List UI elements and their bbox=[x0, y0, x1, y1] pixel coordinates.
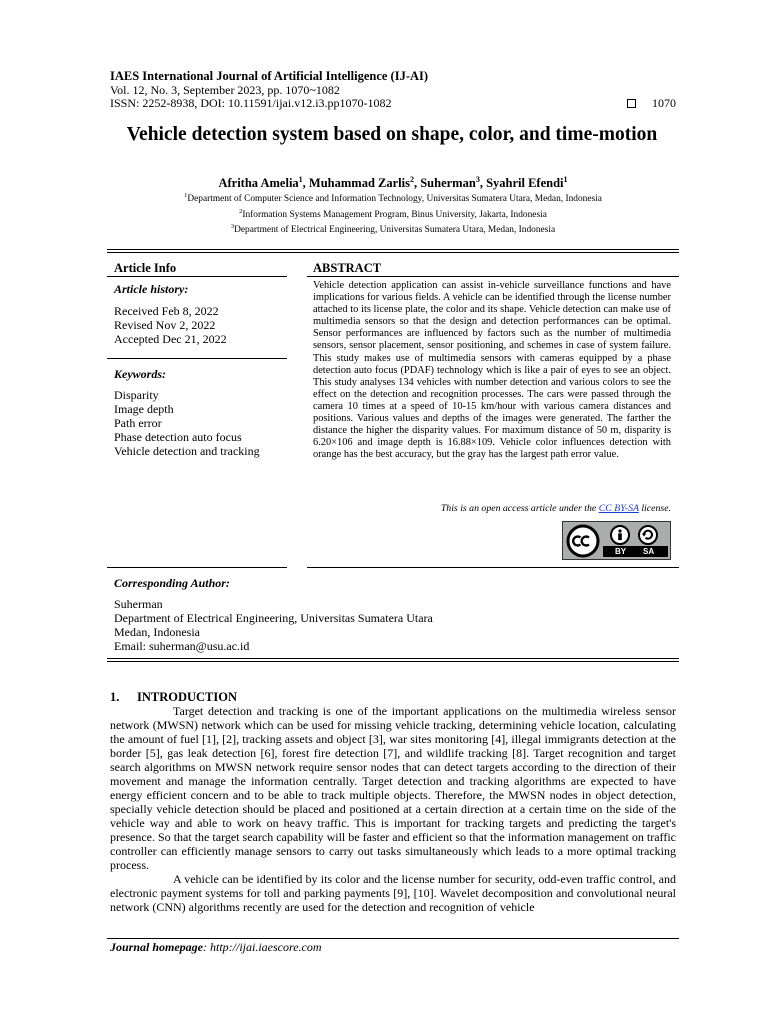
author-name: Syahril Efendi bbox=[486, 176, 564, 191]
journal-name: IAES International Journal of Artificial Intelligence (IJ-AI) bbox=[110, 69, 429, 83]
square-bullet-icon bbox=[627, 99, 636, 108]
keyword-item: Phase detection auto focus bbox=[114, 430, 242, 444]
keyword-item: Disparity bbox=[114, 388, 159, 402]
abstract-heading: ABSTRACT bbox=[313, 261, 382, 275]
divider-corresponding-left bbox=[107, 567, 287, 568]
history-revised: Revised Nov 2, 2022 bbox=[114, 318, 216, 332]
history-accepted: Accepted Dec 21, 2022 bbox=[114, 332, 227, 346]
paragraph: A vehicle can be identified by its color and the license number for security, odd-even traffic control, and electronic payment systems for toll and parking payments [9], [10]. Wavelet decomposition and convolutional neural network (CNN) algorithms recently are used for the detection and recognition of vehicle bbox=[110, 872, 676, 914]
corresponding-author-label: Corresponding Author: bbox=[114, 576, 230, 590]
page-number: 1070 bbox=[652, 96, 676, 110]
corresponding-email: Email: suherman@usu.ac.id bbox=[114, 639, 250, 653]
divider-keywords bbox=[107, 358, 287, 359]
section-title: INTRODUCTION bbox=[137, 690, 238, 704]
article-history-label: Article history: bbox=[114, 282, 189, 296]
paragraph: Target detection and tracking is one of the important applications on the multimedia wireless sensor network (MWSN) network which can be used for missing vehicle tracking, determining vehicle location, calculating the amount of fuel [1], [2], tracking assets and object [3], war sites monitoring [4], illegal immigrants detection at the border [5], gas leak detection [6], forest fire detection [7], and wildlife tracking [8]. Target recognition and target search algorithms on MWSN network require sensor nodes that can detect targets according to the direction of their movement and manage the information centrally. Target detection and tracking algorithms are expected to have energy efficient concern and to be able to track multiple objects. Therefore, the MWSN nodes in object detection, specially vehicle detection should be placed and positioned at a certain direction at a certain time on the side of the vehicle way and able to work on heavy traffic. This is important for tracking targets and predicting the target's presence. So that the target search capability will be faster and efficient so that the information management on traffic controller can efficiently manage sensors to carry out tasks simultaneously which leads to a more optimal tracking process. bbox=[110, 704, 676, 872]
badge-sa-label: SA bbox=[643, 547, 655, 556]
keyword-list bbox=[114, 388, 260, 458]
history-received: Received Feb 8, 2022 bbox=[114, 304, 219, 318]
author-affil-mark: 3 bbox=[475, 175, 480, 184]
cc-by-sa-link[interactable]: CC BY-SA bbox=[598, 503, 639, 514]
affiliation: $^3$Department of Electrical Engineering, Universitas Sumatera Utara, Medan, Indonesia bbox=[230, 223, 556, 236]
journal-homepage-footer: Journal homepage: http://ijai.iaescore.com bbox=[110, 940, 322, 954]
corresponding-department: Department of Electrical Engineering, Universitas Sumatera Utara bbox=[114, 611, 433, 625]
corresponding-name: Suherman bbox=[114, 597, 163, 611]
cc-by-sa-badge[interactable] bbox=[562, 521, 671, 560]
author-affil-mark: 1 bbox=[298, 175, 303, 184]
article-info-heading: Article Info bbox=[114, 261, 177, 275]
author-name: Afritha Amelia bbox=[218, 176, 299, 191]
badge-by-label: BY bbox=[615, 547, 627, 556]
author-name: Suherman bbox=[420, 176, 476, 191]
page-number-group bbox=[627, 96, 676, 111]
affiliation-list bbox=[0, 190, 768, 237]
author-list: Afritha Amelia$^1$, Muhammad Zarlis$^2$, Suherman$^3$, Syahril Efendi$^1$ bbox=[218, 175, 568, 191]
keywords-label: Keywords: bbox=[114, 367, 166, 381]
introduction-body bbox=[110, 704, 676, 914]
author-name: Muhammad Zarlis bbox=[308, 176, 410, 191]
divider-abstract bbox=[307, 276, 679, 277]
abstract-text: Vehicle detection application can assist in-vehicle surveillance functions and have implications for various fields. A vehicle can be identified through the license number attached to its license plate, the color and its shape. Vehicle detection can make use of multimedia sensors so that the design and detection performances can be optimal. Sensor performances are influenced by factors such as the number of multimedia sensors, sensor placement, sensor positioning, and schemes in case of system failure. This study makes use of multimedia sensors with cameras equipped by a phase detection auto focus (PDAF) technology which is like a pair of eyes to see an object. This study analyses 134 vehicles with number detection and various colors to see the effect on the detection and recognition processes. The cars were passed through the camera 10 times at a speed of 10-15 km/hour with various camera distances and positions. Various values and depths of the images were generated. The farther the distance the higher the disparity values. For maximum distance of 50 m, disparity is 6.20×106 and image depth is 16.88×109. Vehicle color influences detection with orange has the best accuracy, but the gray has the largest path error value. bbox=[313, 280, 671, 461]
license-statement: This is an open access article under the CC BY-SA license. bbox=[440, 503, 671, 514]
keyword-item: Image depth bbox=[114, 402, 174, 416]
footer-rule bbox=[107, 938, 679, 939]
author-affil-mark: 2 bbox=[409, 175, 414, 184]
volume-line: Vol. 12, No. 3, September 2023, pp. 1070~1082 bbox=[110, 83, 340, 97]
divider-corresponding-right bbox=[307, 567, 679, 568]
article-history-list bbox=[114, 304, 227, 346]
affiliation: $^2$Information Systems Management Program, Binus University, Jakarta, Indonesia bbox=[239, 207, 547, 220]
footer-label: Journal homepage bbox=[110, 940, 204, 954]
keyword-item: Vehicle detection and tracking bbox=[114, 444, 260, 458]
journal-homepage-link[interactable]: http://ijai.iaescore.com bbox=[210, 940, 322, 954]
issn-doi-line: ISSN: 2252-8938, DOI: 10.11591/ijai.v12.i3.pp1070-1082 bbox=[110, 96, 392, 110]
author-affil-mark: 1 bbox=[563, 175, 568, 184]
section-number: 1. bbox=[110, 690, 120, 704]
introduction-heading bbox=[110, 690, 237, 705]
divider-article-info bbox=[107, 276, 287, 277]
paper-title: Vehicle detection system based on shape, color, and time-motion bbox=[126, 124, 658, 145]
divider-double-bottom bbox=[107, 658, 679, 662]
corresponding-city: Medan, Indonesia bbox=[114, 625, 200, 639]
corresponding-author-details bbox=[114, 597, 433, 653]
divider-double-top bbox=[107, 249, 679, 253]
keyword-item: Path error bbox=[114, 416, 162, 430]
affiliation: $^1$Department of Computer Science and Information Technology, Universitas Sumatera Utara, Medan, Indonesia bbox=[184, 192, 602, 205]
